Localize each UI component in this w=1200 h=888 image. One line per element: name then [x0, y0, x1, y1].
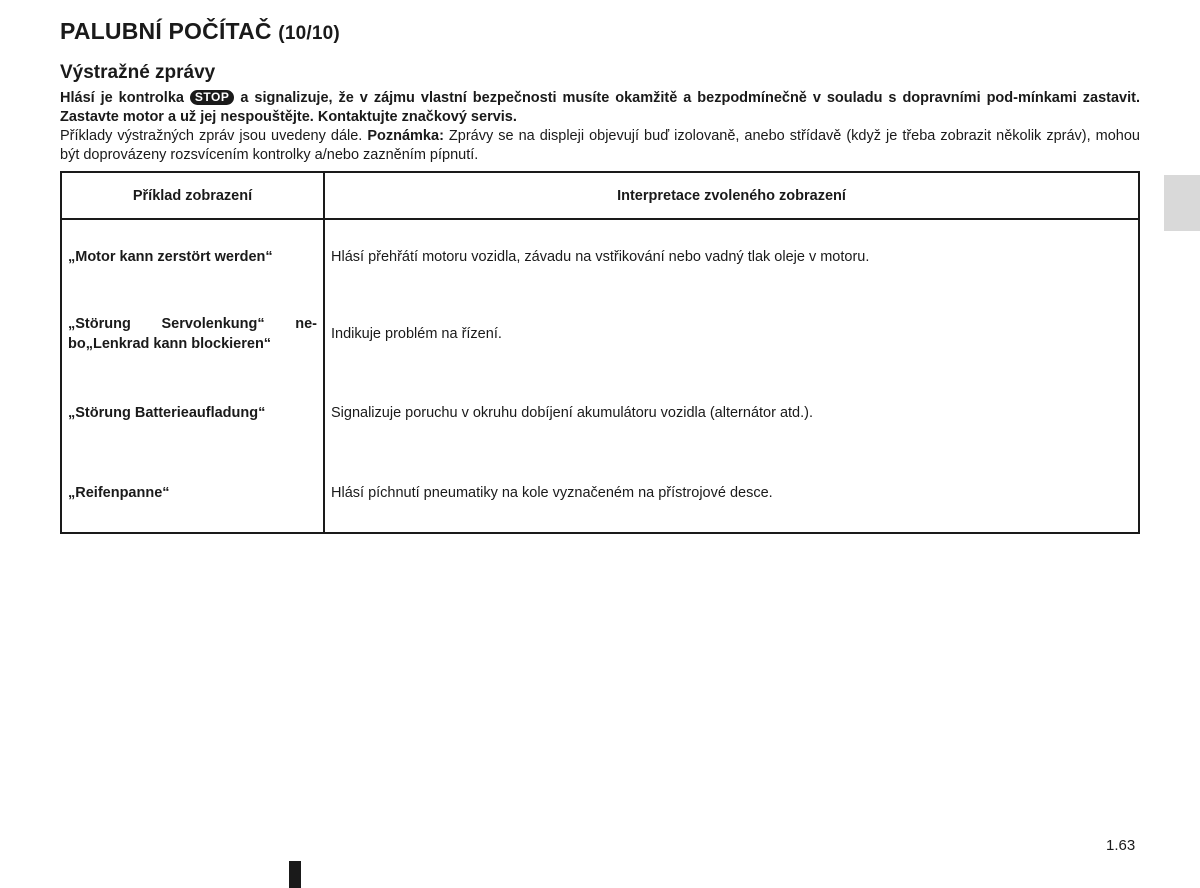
note-text: Zprávy se na displeji objevují buď izolovaně, anebo střídavě (když je třeba zobrazit několik zpráv), mohou být doprovázeny rozsvícením kontrolky a/nebo zazněním pípnutí. — [60, 128, 1140, 163]
column-header-example: Příklad zobrazení — [61, 172, 324, 219]
interpretation-cell: Indikuje problém na řízení. — [324, 294, 1139, 373]
examples-paragraph — [60, 127, 1140, 165]
table-row — [61, 219, 1139, 294]
table-header-row — [61, 172, 1139, 219]
stop-warning-icon: STOP — [190, 90, 234, 105]
table-row — [61, 294, 1139, 373]
example-cell: „Störung Servolenkung“ ne-bo„Lenkrad kann blockieren“ — [61, 294, 324, 373]
examples-text: Příklady výstražných zpráv jsou uvedeny dále. — [60, 128, 363, 144]
page-number: 1.63 — [1106, 837, 1136, 854]
warning-messages-table — [60, 171, 1140, 534]
interpretation-cell: Hlásí píchnutí pneumatiky na kole vyznačeném na přístrojové desce. — [324, 453, 1139, 533]
warning-text-part2: a signalizuje, že v zájmu vlastní bezpečnosti musíte okamžitě a bezpodmínečně v souladu s dopravními pod-mínkami zastavit. Zastavte motor a už jej nespouštějte. Kontaktujte značkový servis. — [60, 90, 1140, 125]
page-title — [60, 18, 340, 45]
interpretation-cell: Signalizuje poruchu v okruhu dobíjení akumulátoru vozidla (alternátor atd.). — [324, 373, 1139, 453]
note-label: Poznámka: — [367, 128, 444, 144]
example-cell: „Reifenpanne“ — [61, 453, 324, 533]
warning-paragraph — [60, 89, 1140, 127]
table-row — [61, 453, 1139, 533]
example-cell: „Motor kann zerstört werden“ — [61, 219, 324, 294]
page-title-main: PALUBNÍ POČÍTAČ — [60, 18, 272, 44]
section-heading: Výstražné zprávy — [60, 62, 216, 83]
interpretation-cell: Hlásí přehřátí motoru vozidla, závadu na vstřikování nebo vadný tlak oleje v motoru. — [324, 219, 1139, 294]
chapter-side-tab — [1164, 175, 1200, 231]
column-header-interpretation: Interpretace zvoleného zobrazení — [324, 172, 1139, 219]
page-title-counter: (10/10) — [278, 23, 340, 44]
crop-mark — [289, 861, 301, 888]
warning-text-part1: Hlásí je kontrolka — [60, 90, 184, 106]
intro-text — [60, 89, 1140, 165]
table-row — [61, 373, 1139, 453]
example-cell: „Störung Batterieaufladung“ — [61, 373, 324, 453]
